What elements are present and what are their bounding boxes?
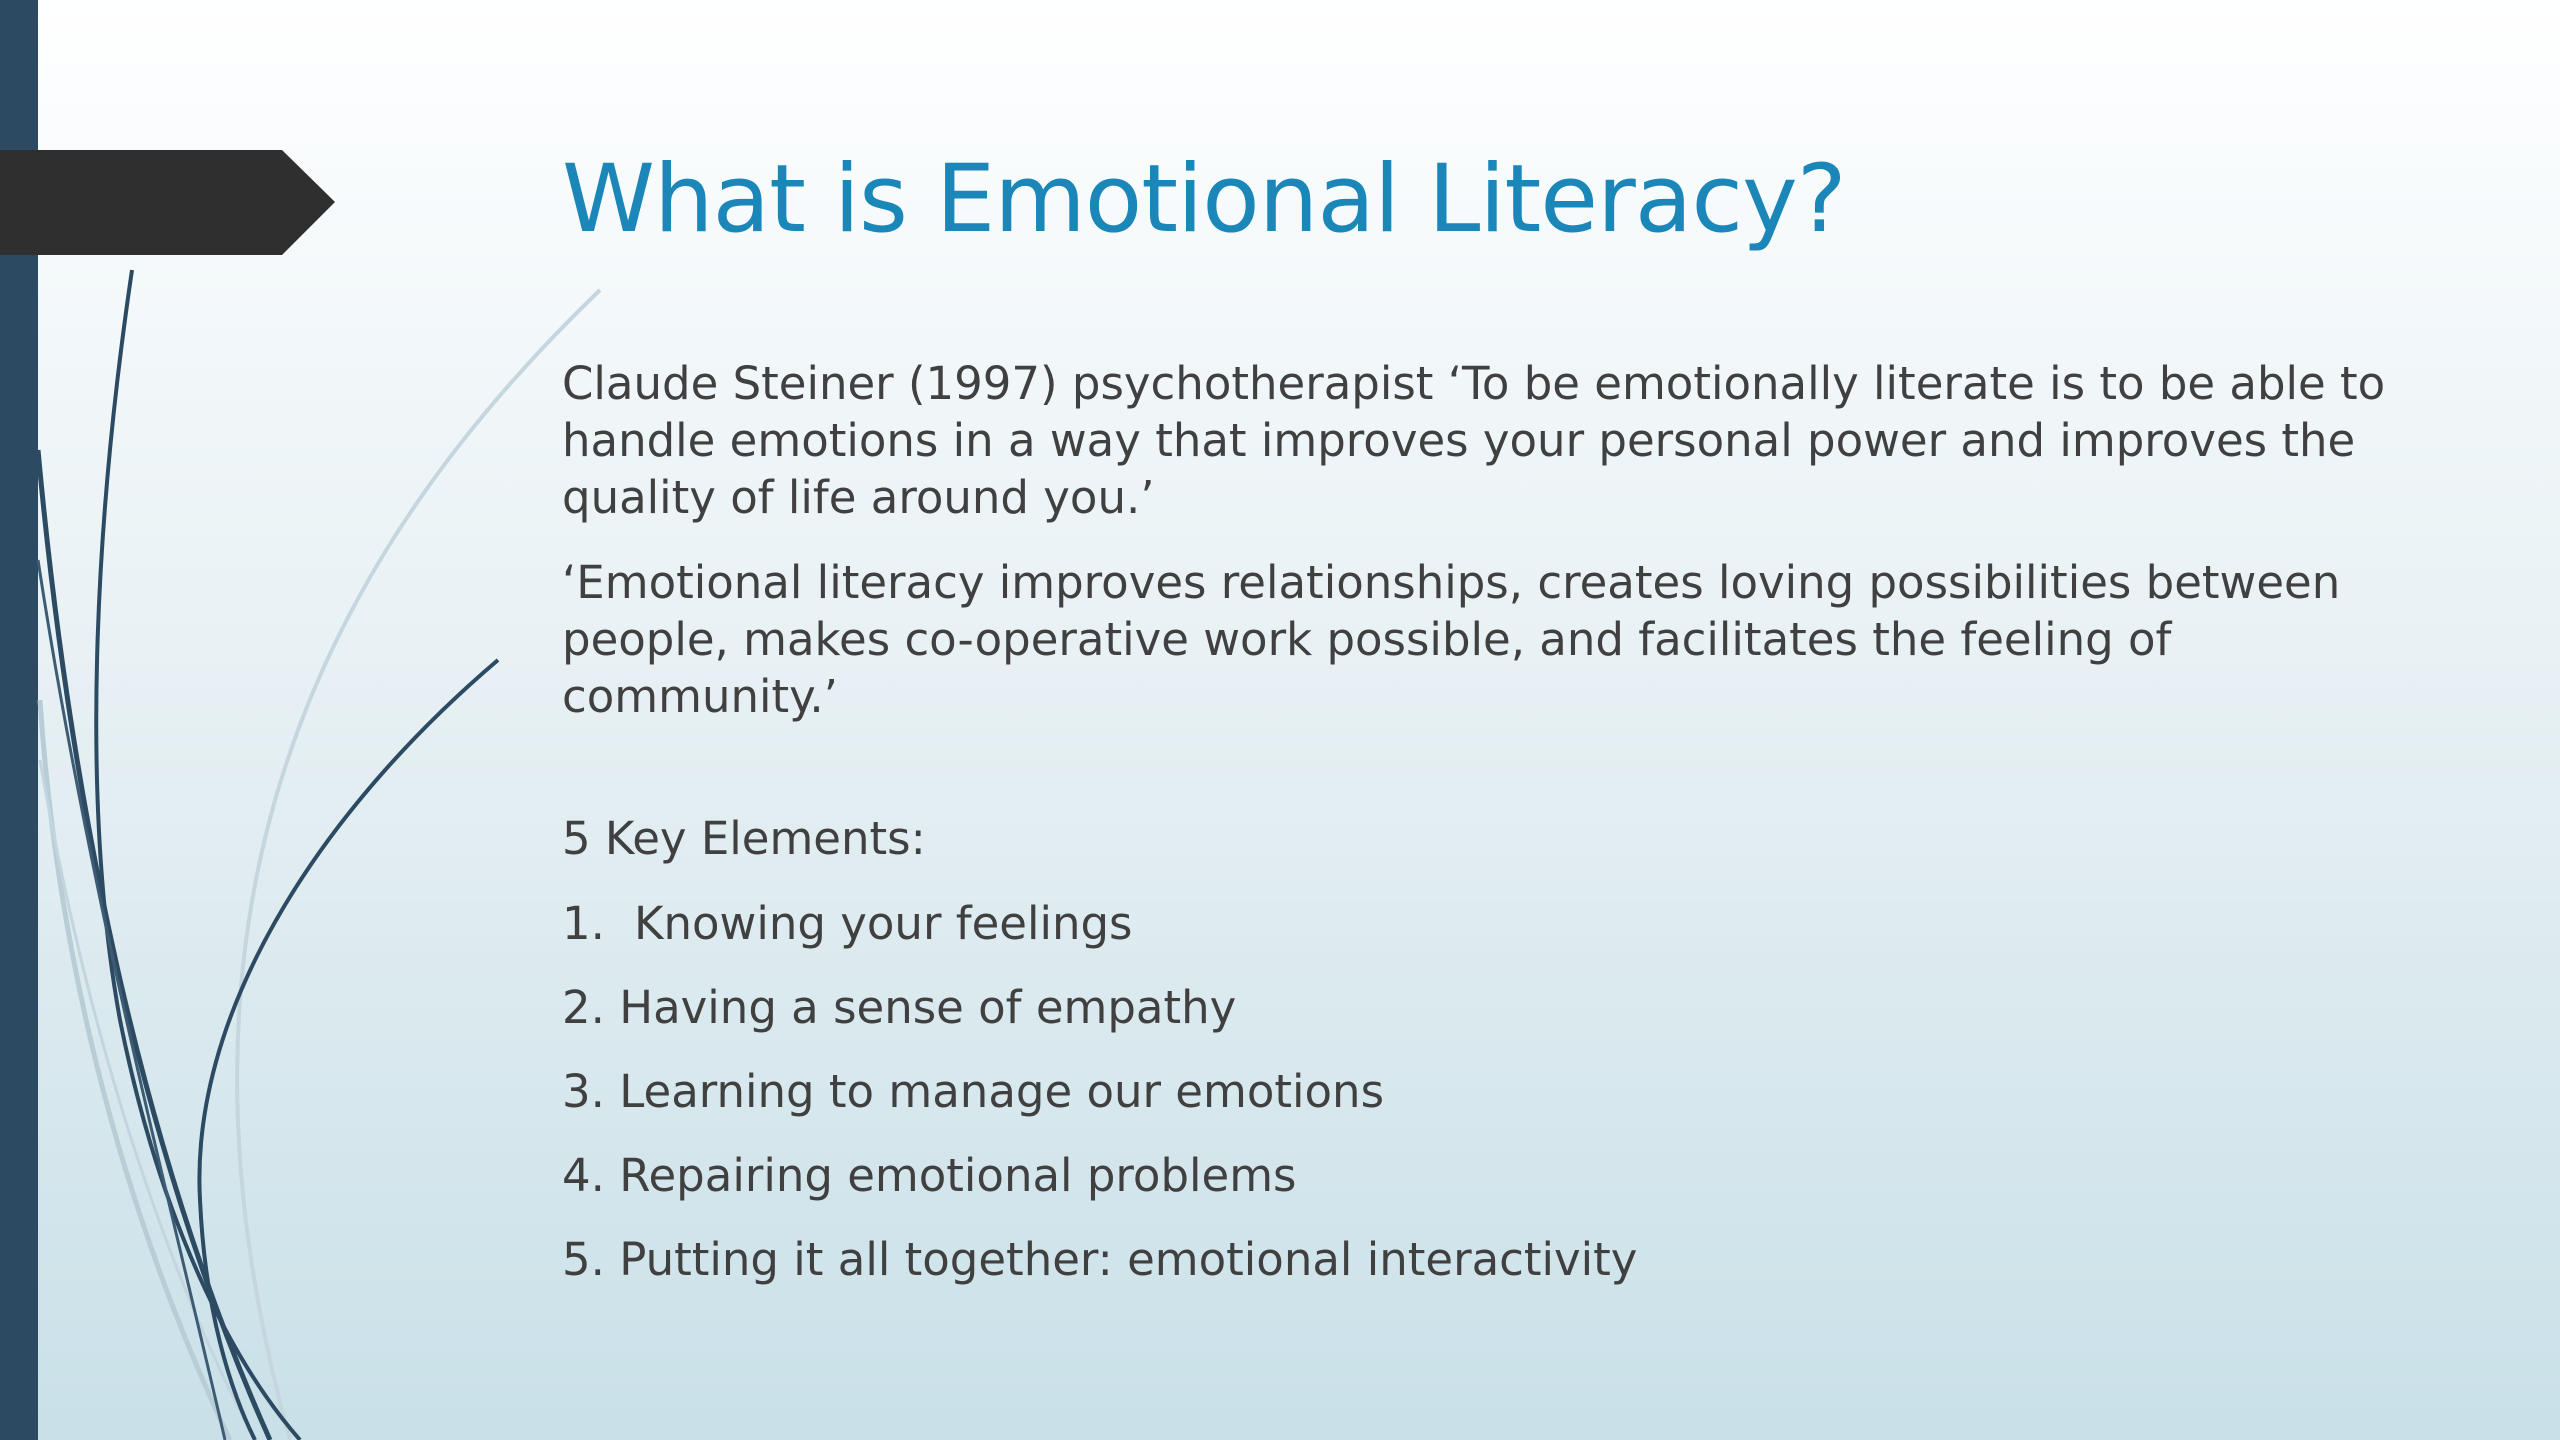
list-text: Having a sense of empathy	[619, 981, 1237, 1034]
key-element-item	[562, 979, 2402, 1036]
slide-title: What is Emotional Literacy?	[562, 145, 1846, 254]
key-element-item	[562, 895, 2402, 952]
key-element-item	[562, 1147, 2402, 1204]
slide-body	[562, 355, 2402, 1315]
list-text: Repairing emotional problems	[619, 1149, 1297, 1202]
key-element-item	[562, 1063, 2402, 1120]
list-text: Learning to manage our emotions	[619, 1065, 1385, 1118]
key-elements-heading: 5 Key Elements:	[562, 812, 926, 865]
title-arrow-tab	[0, 150, 335, 255]
list-number: 5.	[562, 1233, 605, 1286]
list-text: Putting it all together: emotional interactivity	[619, 1233, 1638, 1286]
list-number: 2.	[562, 981, 605, 1034]
list-number: 3.	[562, 1065, 605, 1118]
emotional-literacy-quote: ‘Emotional literacy improves relationships, creates loving possibilities between people, makes co-operative work possible, and facilitates the feeling of community.’	[562, 556, 2341, 723]
list-number: 4.	[562, 1149, 605, 1202]
list-number: 1.	[562, 897, 605, 950]
list-text: Knowing your feelings	[634, 897, 1133, 950]
steiner-quote: Claude Steiner (1997) psychotherapist ‘To be emotionally literate is to be able to handle emotions in a way that improves your personal power and improves the quality of life around you.’	[562, 357, 2386, 524]
key-element-item	[562, 1231, 2402, 1288]
